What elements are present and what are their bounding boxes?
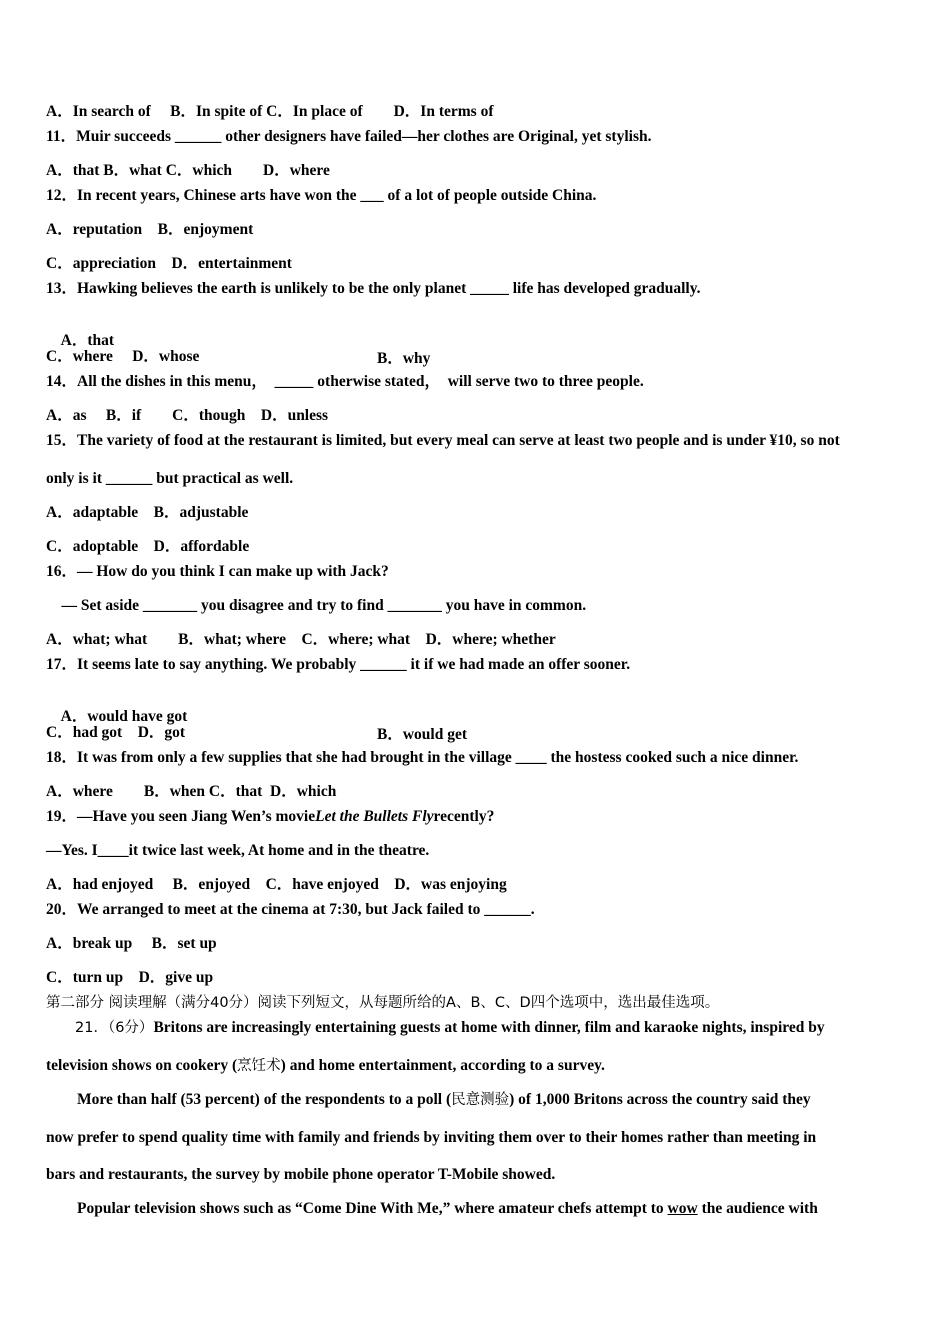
q11-options: A．that B．what C．which D．where: [46, 162, 330, 179]
question-20: 20．We arranged to meet at the cinema at 7:30, but Jack failed to ______.: [46, 901, 535, 918]
q14-options: A．as B．if C．though D．unless: [46, 407, 329, 424]
passage-p3-line1: [46, 1200, 818, 1218]
passage-p2-line1: [46, 1091, 811, 1109]
q15-options-1: A．adaptable B．adjustable: [46, 504, 249, 521]
q17-option-b: B．would get: [377, 726, 467, 743]
p1-text-pre: television shows on cookery (: [46, 1057, 238, 1074]
q18-options: A．where B．when C．that D．which: [46, 783, 337, 800]
question-13: 13．Hawking believes the earth is unlikely to be the only planet _____ life has developed gradually.: [46, 280, 701, 297]
question-18: 18．It was from only a few supplies that she had brought in the village ____ the hostess cooked such a nice dinner.: [46, 749, 799, 766]
q10-options: A．In search of B．In spite of C．In place of D．In terms of: [46, 103, 494, 120]
question-15-line2: only is it ______ but practical as well.: [46, 470, 294, 487]
passage-p1-line2: [46, 1057, 605, 1075]
q13-option-a: A．that: [60, 332, 115, 349]
question-14: 14．All the dishes in this menu， _____ otherwise stated， will serve two to three people.: [46, 373, 644, 390]
q16-options: A．what; what B．what; where C．where; what D．where; whether: [46, 631, 556, 648]
q17-options-2: C．had got D．got: [46, 724, 186, 741]
part2-heading: 第二部分 阅读理解（满分40分）阅读下列短文，从每题所给的A、B、C、D四个选项中，选出最佳选项。: [46, 995, 720, 1011]
question-15-line1: 15．The variety of food at the restaurant is limited, but every meal can serve at least two people and is under ¥10, so not: [46, 432, 840, 449]
p3-text-post: the audience with: [697, 1200, 818, 1217]
q13-options-2: C．where D．whose: [46, 348, 200, 365]
p1-text-post: ) and home entertainment, according to a survey.: [280, 1057, 605, 1074]
passage-p2-line3: bars and restaurants, the survey by mobile phone operator T-Mobile showed.: [46, 1166, 556, 1183]
question-16: 16．— How do you think I can make up with Jack?: [46, 563, 389, 580]
p2-text-post: ) of 1,000 Britons across the country said they: [509, 1091, 811, 1108]
p3-text-pre: Popular television shows such as “Come Dine With Me,” where amateur chefs attempt to: [46, 1200, 668, 1217]
p3-underlined-word: wow: [667, 1200, 698, 1217]
p2-text-pre: More than half (53 percent) of the respondents to a poll (: [46, 1091, 452, 1108]
question-17: 17．It seems late to say anything. We probably ______ it if we had made an offer sooner.: [46, 656, 631, 673]
passage-p1-text: Britons are increasingly entertaining guests at home with dinner, film and karaoke nights, inspired by: [153, 1019, 825, 1036]
q20-options-2: C．turn up D．give up: [46, 969, 214, 986]
question-11: 11．Muir succeeds ______ other designers have failed—her clothes are Original, yet stylish.: [46, 128, 652, 145]
q19-options: A．had enjoyed B．enjoyed C．have enjoyed D．was enjoying: [46, 876, 507, 893]
q13-option-b: B．why: [377, 350, 431, 367]
q19-movie-title: Let the Bullets Fly: [315, 808, 434, 825]
passage-p2-line2: now prefer to spend quality time with family and friends by inviting them over to their homes rather than meeting in: [46, 1129, 817, 1146]
p1-gloss: 烹饪术: [237, 1058, 281, 1074]
passage-p1-line1: [46, 1019, 825, 1037]
q19-text-pre: 19．—Have you seen Jiang Wen’s movie: [46, 808, 316, 825]
question-16-reply: — Set aside _______ you disagree and try to find _______ you have in common.: [46, 597, 587, 614]
q19-text-post: recently?: [433, 808, 495, 825]
q15-options-2: C．adoptable D．affordable: [46, 538, 250, 555]
q12-options-2: C．appreciation D．entertainment: [46, 255, 292, 272]
q21-label: 21．（6分）: [46, 1020, 154, 1036]
question-12: 12．In recent years, Chinese arts have won the ___ of a lot of people outside China.: [46, 187, 597, 204]
q12-options-1: A．reputation B．enjoyment: [46, 221, 254, 238]
question-19-reply: —Yes. I____it twice last week, At home and in the theatre.: [46, 842, 430, 859]
p2-gloss: 民意测验: [451, 1092, 510, 1108]
q20-options-1: A．break up B．set up: [46, 935, 217, 952]
q17-option-a: A．would have got: [60, 708, 188, 725]
question-19: [46, 808, 494, 826]
